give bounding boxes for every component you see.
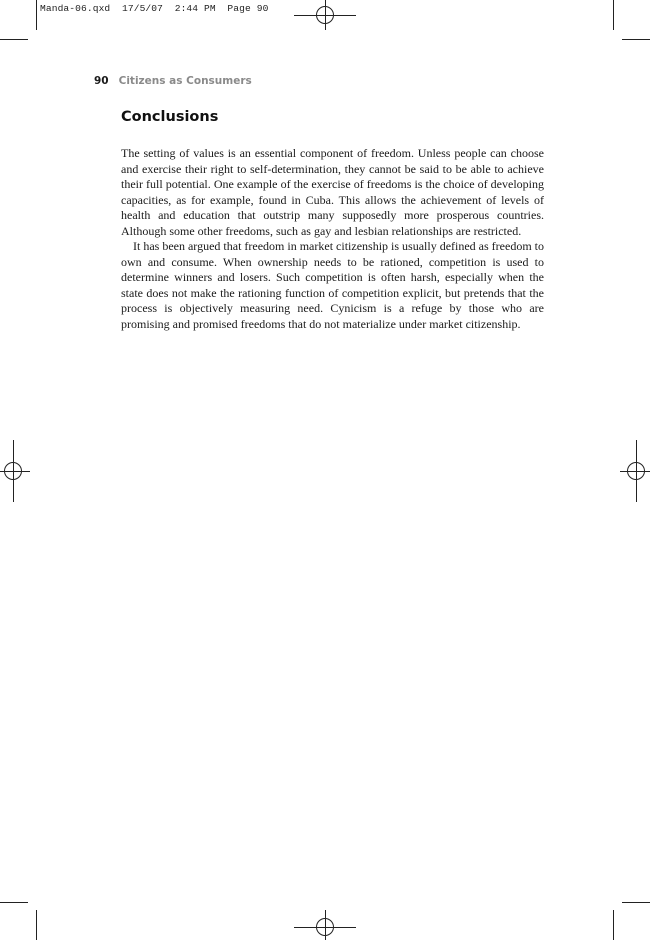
crop-mark-top-right-vertical bbox=[613, 0, 614, 30]
crop-mark-bottom-right-horizontal bbox=[622, 902, 650, 903]
crop-mark-bottom-right-vertical bbox=[613, 910, 614, 940]
paragraph: It has been argued that freedom in market citizenship is usually defined as freedom to own and consume. When ownership needs to be rationed, competition is used to determine winners and losers. Such competition is often harsh, especially when the state does not make the rationing function of competition explicit, but pretends that the process is objectively measuring need. Cynicism is a refuge by those who are promising and promised freedoms that do not materialize under market citizenship. bbox=[121, 239, 544, 331]
body-text bbox=[121, 146, 544, 332]
registration-line-top-v bbox=[325, 0, 326, 30]
crop-mark-top-left-horizontal bbox=[0, 39, 28, 40]
page-number: 90 bbox=[94, 75, 109, 87]
running-head bbox=[94, 75, 252, 87]
crop-mark-bottom-left-vertical bbox=[36, 910, 37, 940]
registration-line-left-v bbox=[13, 440, 14, 502]
section-heading: Conclusions bbox=[121, 109, 219, 125]
crop-mark-bottom-left-horizontal bbox=[0, 902, 28, 903]
crop-mark-top-left-vertical bbox=[36, 0, 37, 30]
registration-line-right-v bbox=[636, 440, 637, 502]
registration-line-right-h bbox=[620, 471, 650, 472]
registration-line-bottom-v bbox=[325, 910, 326, 940]
running-title: Citizens as Consumers bbox=[118, 75, 252, 87]
paragraph: The setting of values is an essential component of freedom. Unless people can choose and exercise their right to self-determination, they cannot be said to be able to achieve their full potential. One example of the exercise of freedoms is the choice of developing capacities, as for example, found in Cuba. This allows the achievement of levels of health and education that outstrip many supposedly more prosperous countries. Although some other freedoms, such as gay and lesbian relationships are restricted. bbox=[121, 146, 544, 238]
crop-mark-top-right-horizontal bbox=[622, 39, 650, 40]
registration-line-left-h bbox=[0, 471, 30, 472]
printer-slug: Manda-06.qxd 17/5/07 2:44 PM Page 90 bbox=[40, 3, 269, 14]
